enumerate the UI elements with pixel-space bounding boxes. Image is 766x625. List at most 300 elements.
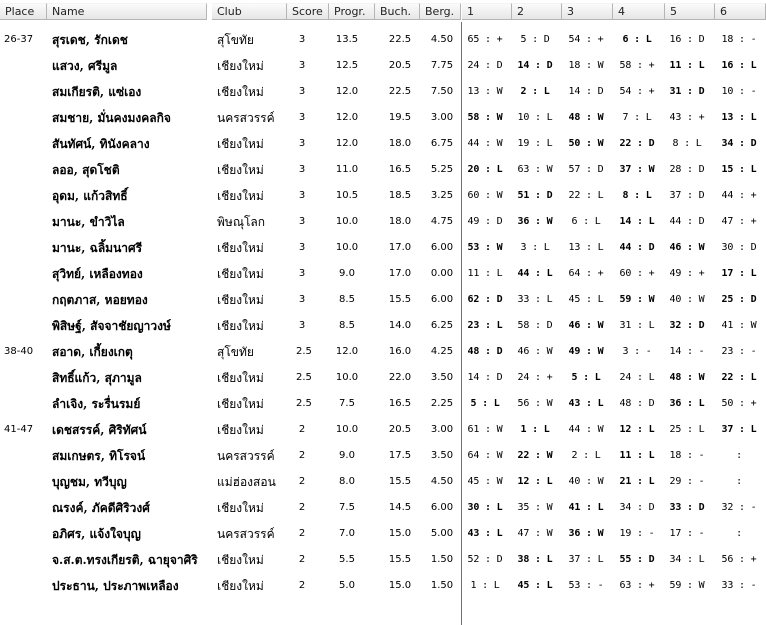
round-result-4: 60 : + — [619, 268, 655, 279]
header-score[interactable]: Score — [287, 3, 329, 20]
round-result-4: 21 : L — [619, 476, 655, 487]
berger-cell: 6.25 — [430, 320, 454, 331]
round-result-3: 6 : L — [571, 216, 601, 227]
round-result-5: 25 : L — [669, 424, 705, 435]
round-result-2: 44 : L — [517, 268, 553, 279]
berger-cell: 6.00 — [430, 502, 454, 513]
round-result-2: 5 : D — [520, 34, 550, 45]
round-result-5: 33 : D — [669, 502, 705, 513]
round-result-5: 37 : D — [669, 190, 705, 201]
progress-cell: 11.0 — [335, 164, 359, 175]
berger-cell: 4.50 — [430, 476, 454, 487]
table-row[interactable] — [0, 183, 766, 209]
round-result-6: 47 : + — [721, 216, 757, 227]
table-row[interactable] — [0, 313, 766, 339]
club-cell: เชียงใหม่ — [217, 553, 264, 567]
round-result-2: 2 : L — [520, 86, 550, 97]
round-result-6: 13 : L — [721, 112, 757, 123]
round-result-1: 43 : L — [467, 528, 503, 539]
round-result-3: 18 : W — [568, 60, 604, 71]
round-result-3: 36 : W — [568, 528, 604, 539]
buchholz-cell: 15.5 — [388, 294, 412, 305]
table-row[interactable] — [0, 209, 766, 235]
club-cell: นครสวรรค์ — [217, 527, 275, 541]
club-cell: สุโขทัย — [217, 345, 254, 359]
round-result-5: 34 : L — [669, 554, 705, 565]
round-result-3: 2 : L — [571, 450, 601, 461]
player-name: มานะ, ฉลิ้มนาศรี — [52, 241, 143, 255]
club-cell: เชียงใหม่ — [217, 501, 264, 515]
round-result-2: 36 : W — [517, 216, 553, 227]
round-result-6: 37 : L — [721, 424, 757, 435]
progress-cell: 12.0 — [335, 86, 359, 97]
club-cell: เชียงใหม่ — [217, 293, 264, 307]
buchholz-cell: 17.5 — [388, 450, 412, 461]
round-result-2: 51 : D — [517, 190, 553, 201]
round-result-1: 65 : + — [467, 34, 503, 45]
round-result-3: 64 : + — [568, 268, 604, 279]
player-name: อภิศร, แจ้งใจบุญ — [52, 527, 141, 541]
header-buch[interactable]: Buch. — [375, 3, 420, 20]
berger-cell: 3.00 — [430, 112, 454, 123]
header-round-2[interactable]: 2 — [512, 3, 562, 20]
round-result-1: 60 : W — [467, 190, 503, 201]
berger-cell: 3.25 — [430, 190, 454, 201]
round-result-2: 10 : L — [517, 112, 553, 123]
player-name: สมเกษตร, ทิโรจน์ — [52, 449, 146, 463]
round-result-3: 45 : L — [568, 294, 604, 305]
round-result-1: 30 : L — [467, 502, 503, 513]
table-row[interactable] — [0, 469, 766, 495]
round-result-3: 13 : L — [568, 242, 604, 253]
berger-cell: 4.75 — [430, 216, 454, 227]
round-result-2: 19 : L — [517, 138, 553, 149]
score-cell: 2 — [298, 528, 306, 539]
score-cell: 3 — [298, 112, 306, 123]
progress-cell: 10.0 — [335, 242, 359, 253]
player-name: สันทัศน์, ทินังคลาง — [52, 137, 150, 151]
round-result-2: 38 : L — [517, 554, 553, 565]
round-result-5: 8 : L — [672, 138, 702, 149]
score-cell: 2.5 — [296, 398, 312, 409]
round-result-3: 49 : W — [568, 346, 604, 357]
score-cell: 3 — [298, 164, 306, 175]
progress-cell: 5.0 — [339, 580, 355, 591]
round-result-5: 18 : - — [669, 450, 705, 461]
table-row[interactable] — [0, 287, 766, 313]
round-result-3: 48 : W — [568, 112, 604, 123]
round-result-4: 34 : D — [619, 502, 655, 513]
progress-cell: 9.0 — [339, 268, 355, 279]
round-result-4: 44 : D — [619, 242, 655, 253]
round-result-6: 15 : L — [721, 164, 757, 175]
table-row[interactable] — [0, 521, 766, 547]
round-result-3: 37 : L — [568, 554, 604, 565]
buchholz-cell: 18.0 — [388, 138, 412, 149]
buchholz-cell: 17.0 — [388, 268, 412, 279]
round-result-2: 35 : W — [517, 502, 553, 513]
player-name: กฤตภาส, หอยทอง — [52, 293, 148, 307]
round-result-6: 18 : - — [721, 34, 757, 45]
table-row[interactable] — [0, 573, 766, 599]
table-row[interactable] — [0, 261, 766, 287]
header-name[interactable]: Name — [47, 3, 207, 20]
buchholz-cell: 15.0 — [388, 528, 412, 539]
club-cell: เชียงใหม่ — [217, 397, 264, 411]
berger-cell: 0.00 — [430, 268, 454, 279]
round-result-2: 58 : D — [517, 320, 553, 331]
progress-cell: 10.0 — [335, 216, 359, 227]
club-cell: เชียงใหม่ — [217, 163, 264, 177]
player-name: พิสิษฐ์, สัจจาชัยญาวงษ์ — [52, 319, 171, 333]
score-cell: 2 — [298, 450, 306, 461]
round-result-5: 46 : W — [669, 242, 705, 253]
club-cell: พิษณุโลก — [217, 215, 266, 229]
round-result-1: 58 : W — [467, 112, 503, 123]
berger-cell: 7.75 — [430, 60, 454, 71]
score-cell: 3 — [298, 34, 306, 45]
round-result-4: 58 : + — [619, 60, 655, 71]
buchholz-cell: 15.5 — [388, 476, 412, 487]
table-row[interactable] — [0, 235, 766, 261]
round-result-6: 56 : + — [721, 554, 757, 565]
round-result-4: 37 : W — [619, 164, 655, 175]
buchholz-cell: 20.5 — [388, 424, 412, 435]
score-cell: 3 — [298, 60, 306, 71]
round-result-3: 44 : W — [568, 424, 604, 435]
buchholz-cell: 17.0 — [388, 242, 412, 253]
header-round-6[interactable]: 6 — [715, 3, 766, 20]
buchholz-cell: 19.5 — [388, 112, 412, 123]
table-row[interactable] — [0, 339, 766, 365]
round-result-6: 16 : L — [721, 60, 757, 71]
club-cell: เชียงใหม่ — [217, 579, 264, 593]
round-result-5: 28 : D — [669, 164, 705, 175]
score-cell: 3 — [298, 138, 306, 149]
table-header — [0, 0, 766, 22]
round-result-6: 23 : - — [721, 346, 757, 357]
header-berg[interactable]: Berg. — [420, 3, 461, 20]
progress-cell: 7.0 — [339, 528, 355, 539]
round-result-4: 14 : L — [619, 216, 655, 227]
club-cell: สุโขทัย — [217, 33, 254, 47]
round-result-6: 33 : - — [721, 580, 757, 591]
buchholz-cell: 16.5 — [388, 398, 412, 409]
round-result-2: 46 : W — [517, 346, 553, 357]
score-cell: 2 — [298, 424, 306, 435]
club-cell: เชียงใหม่ — [217, 371, 264, 385]
club-cell: เชียงใหม่ — [217, 267, 264, 281]
round-result-6: 34 : D — [721, 138, 757, 149]
round-result-1: 62 : D — [467, 294, 503, 305]
player-name: จ.ส.ต.ทรงเกียรติ, ฉายุจาศิริ — [52, 553, 198, 567]
progress-cell: 12.5 — [335, 60, 359, 71]
score-cell: 3 — [298, 190, 306, 201]
round-result-3: 46 : W — [568, 320, 604, 331]
club-cell: นครสวรรค์ — [217, 111, 275, 125]
table-row[interactable] — [0, 443, 766, 469]
round-result-2: 22 : W — [517, 450, 553, 461]
round-result-4: 11 : L — [619, 450, 655, 461]
round-result-3: 53 : - — [568, 580, 604, 591]
round-result-1: 5 : L — [470, 398, 500, 409]
table-row[interactable] — [0, 131, 766, 157]
round-result-3: 40 : W — [568, 476, 604, 487]
table-row[interactable] — [0, 27, 766, 53]
score-cell: 3 — [298, 216, 306, 227]
score-cell: 3 — [298, 294, 306, 305]
club-cell: แม่ฮ่องสอน — [217, 475, 276, 489]
player-name: ณรงค์, ภัคดีศิริวงศ์ — [52, 501, 150, 515]
round-result-3: 43 : L — [568, 398, 604, 409]
round-result-5: 36 : L — [669, 398, 705, 409]
round-result-4: 3 : - — [622, 346, 652, 357]
round-result-1: 48 : D — [467, 346, 503, 357]
berger-cell: 6.00 — [430, 294, 454, 305]
round-result-1: 13 : W — [467, 86, 503, 97]
round-result-6: 30 : D — [721, 242, 757, 253]
round-result-2: 24 : + — [517, 372, 553, 383]
progress-cell: 7.5 — [339, 502, 355, 513]
round-result-5: 17 : - — [669, 528, 705, 539]
round-result-4: 22 : D — [619, 138, 655, 149]
round-result-1: 52 : D — [467, 554, 503, 565]
progress-cell: 12.0 — [335, 346, 359, 357]
buchholz-cell: 20.5 — [388, 60, 412, 71]
round-result-2: 3 : L — [520, 242, 550, 253]
player-name: สุรเดช, รักเดช — [52, 33, 128, 47]
score-cell: 2 — [298, 476, 306, 487]
round-result-5: 31 : D — [669, 86, 705, 97]
progress-cell: 8.5 — [339, 294, 355, 305]
round-result-4: 8 : L — [622, 190, 652, 201]
round-result-2: 63 : W — [517, 164, 553, 175]
player-name: ลำเจิง, ระรื่นรมย์ — [52, 397, 141, 411]
score-cell: 2 — [298, 580, 306, 591]
berger-cell: 6.75 — [430, 138, 454, 149]
round-result-4: 19 : - — [619, 528, 655, 539]
berger-cell: 7.50 — [430, 86, 454, 97]
progress-cell: 10.0 — [335, 372, 359, 383]
table-row[interactable] — [0, 417, 766, 443]
place-cell: 26-37 — [4, 34, 34, 45]
buchholz-cell: 14.0 — [388, 320, 412, 331]
round-result-4: 63 : + — [619, 580, 655, 591]
round-result-4: 7 : L — [622, 112, 652, 123]
table-row[interactable] — [0, 391, 766, 417]
header-round-1[interactable]: 1 — [462, 3, 512, 20]
score-cell: 3 — [298, 268, 306, 279]
round-result-2: 33 : L — [517, 294, 553, 305]
round-result-6: 32 : - — [721, 502, 757, 513]
table-row[interactable] — [0, 495, 766, 521]
buchholz-cell: 22.5 — [388, 86, 412, 97]
progress-cell: 12.0 — [335, 138, 359, 149]
round-result-5: 32 : D — [669, 320, 705, 331]
header-progr[interactable]: Progr. — [329, 3, 375, 20]
round-result-6: : — [736, 528, 742, 539]
round-result-1: 64 : W — [467, 450, 503, 461]
player-name: สิทธิ์แก้ว, สุภามูล — [52, 371, 142, 385]
round-result-2: 56 : W — [517, 398, 553, 409]
berger-cell: 6.00 — [430, 242, 454, 253]
berger-cell: 1.50 — [430, 554, 454, 565]
buchholz-cell: 16.5 — [388, 164, 412, 175]
club-cell: เชียงใหม่ — [217, 137, 264, 151]
progress-cell: 13.5 — [335, 34, 359, 45]
round-result-2: 1 : L — [520, 424, 550, 435]
club-cell: เชียงใหม่ — [217, 423, 264, 437]
round-result-4: 54 : + — [619, 86, 655, 97]
round-result-2: 47 : W — [517, 528, 553, 539]
round-result-3: 5 : L — [571, 372, 601, 383]
buchholz-cell: 15.5 — [388, 554, 412, 565]
round-result-3: 57 : D — [568, 164, 604, 175]
progress-cell: 10.0 — [335, 424, 359, 435]
round-result-1: 20 : L — [467, 164, 503, 175]
round-result-1: 45 : W — [467, 476, 503, 487]
header-club[interactable]: Club — [212, 3, 287, 20]
round-result-5: 29 : - — [669, 476, 705, 487]
round-result-5: 49 : + — [669, 268, 705, 279]
score-cell: 2.5 — [296, 372, 312, 383]
round-result-1: 61 : W — [467, 424, 503, 435]
round-result-1: 11 : L — [467, 268, 503, 279]
buchholz-cell: 22.0 — [388, 372, 412, 383]
place-cell: 38-40 — [4, 346, 34, 357]
berger-cell: 5.00 — [430, 528, 454, 539]
table-row[interactable] — [0, 105, 766, 131]
round-result-6: : — [736, 450, 742, 461]
player-name: สอาด, เกี้ยงเกตุ — [52, 345, 133, 359]
player-name: ประธาน, ประภาพเหลือง — [52, 579, 179, 593]
player-name: สมชาย, มั่นคงมงคลกิจ — [52, 111, 171, 125]
round-result-4: 31 : L — [619, 320, 655, 331]
progress-cell: 10.5 — [335, 190, 359, 201]
round-result-4: 12 : L — [619, 424, 655, 435]
table-row[interactable] — [0, 157, 766, 183]
score-cell: 3 — [298, 242, 306, 253]
berger-cell: 3.50 — [430, 372, 454, 383]
player-name: บุญชม, ทวีบุญ — [52, 475, 127, 489]
club-cell: เชียงใหม่ — [217, 319, 264, 333]
club-cell: เชียงใหม่ — [217, 189, 264, 203]
berger-cell: 2.25 — [430, 398, 454, 409]
round-result-5: 14 : - — [669, 346, 705, 357]
place-cell: 41-47 — [4, 424, 34, 435]
round-result-6: 50 : + — [721, 398, 757, 409]
round-result-3: 50 : W — [568, 138, 604, 149]
berger-cell: 3.50 — [430, 450, 454, 461]
round-result-5: 59 : W — [669, 580, 705, 591]
round-result-6: 41 : W — [721, 320, 757, 331]
berger-cell: 3.00 — [430, 424, 454, 435]
round-result-2: 45 : L — [517, 580, 553, 591]
round-result-6: 17 : L — [721, 268, 757, 279]
round-result-6: : — [736, 476, 742, 487]
header-round-4[interactable]: 4 — [613, 3, 665, 20]
progress-cell: 9.0 — [339, 450, 355, 461]
round-result-4: 48 : D — [619, 398, 655, 409]
table-row[interactable] — [0, 53, 766, 79]
header-round-5[interactable]: 5 — [665, 3, 715, 20]
round-result-1: 14 : D — [467, 372, 503, 383]
round-result-4: 59 : W — [619, 294, 655, 305]
table-row[interactable] — [0, 79, 766, 105]
round-result-1: 24 : D — [467, 60, 503, 71]
berger-cell: 1.50 — [430, 580, 454, 591]
progress-cell: 8.5 — [339, 320, 355, 331]
player-name: มานะ, ขำวิไล — [52, 215, 125, 229]
score-cell: 2 — [298, 502, 306, 513]
club-cell: นครสวรรค์ — [217, 449, 275, 463]
buchholz-cell: 18.0 — [388, 216, 412, 227]
round-result-6: 10 : - — [721, 86, 757, 97]
round-result-4: 55 : D — [619, 554, 655, 565]
round-result-2: 14 : D — [517, 60, 553, 71]
buchholz-cell: 15.0 — [388, 580, 412, 591]
progress-cell: 12.0 — [335, 112, 359, 123]
player-name: แสวง, ศรีมูล — [52, 59, 118, 73]
player-name: อุดม, แก้วสิทธิ์ — [52, 189, 128, 203]
club-cell: เชียงใหม่ — [217, 85, 264, 99]
round-result-4: 24 : L — [619, 372, 655, 383]
round-result-2: 12 : L — [517, 476, 553, 487]
score-cell: 3 — [298, 320, 306, 331]
round-result-5: 11 : L — [669, 60, 705, 71]
round-result-1: 1 : L — [470, 580, 500, 591]
player-name: สุวิทย์, เหลืองทอง — [52, 267, 143, 281]
progress-cell: 8.0 — [339, 476, 355, 487]
round-result-1: 49 : D — [467, 216, 503, 227]
berger-cell: 4.50 — [430, 34, 454, 45]
round-result-1: 23 : L — [467, 320, 503, 331]
round-result-5: 43 : + — [669, 112, 705, 123]
player-name: สมเกียรติ, แซ่เอง — [52, 85, 142, 99]
round-result-1: 44 : W — [467, 138, 503, 149]
round-result-5: 48 : W — [669, 372, 705, 383]
round-result-3: 14 : D — [568, 86, 604, 97]
table-row[interactable] — [0, 365, 766, 391]
club-cell: เชียงใหม่ — [217, 241, 264, 255]
club-cell: เชียงใหม่ — [217, 59, 264, 73]
progress-cell: 7.5 — [339, 398, 355, 409]
berger-cell: 4.25 — [430, 346, 454, 357]
round-result-3: 54 : + — [568, 34, 604, 45]
round-result-5: 40 : W — [669, 294, 705, 305]
header-place[interactable]: Place — [0, 3, 47, 20]
round-result-6: 25 : D — [721, 294, 757, 305]
score-cell: 2.5 — [296, 346, 312, 357]
round-result-1: 53 : W — [467, 242, 503, 253]
header-round-3[interactable]: 3 — [562, 3, 613, 20]
round-result-3: 41 : L — [568, 502, 604, 513]
round-result-5: 16 : D — [669, 34, 705, 45]
score-cell: 3 — [298, 86, 306, 97]
player-name: ลออ, สุดโชติ — [52, 163, 120, 177]
round-result-4: 6 : L — [622, 34, 652, 45]
buchholz-cell: 18.5 — [388, 190, 412, 201]
round-result-3: 22 : L — [568, 190, 604, 201]
table-row[interactable] — [0, 547, 766, 573]
score-cell: 2 — [298, 554, 306, 565]
buchholz-cell: 16.0 — [388, 346, 412, 357]
buchholz-cell: 14.5 — [388, 502, 412, 513]
round-result-6: 44 : + — [721, 190, 757, 201]
progress-cell: 5.5 — [339, 554, 355, 565]
round-result-6: 22 : L — [721, 372, 757, 383]
player-name: เดชสรรค์, ศิริทัศน์ — [52, 423, 147, 437]
